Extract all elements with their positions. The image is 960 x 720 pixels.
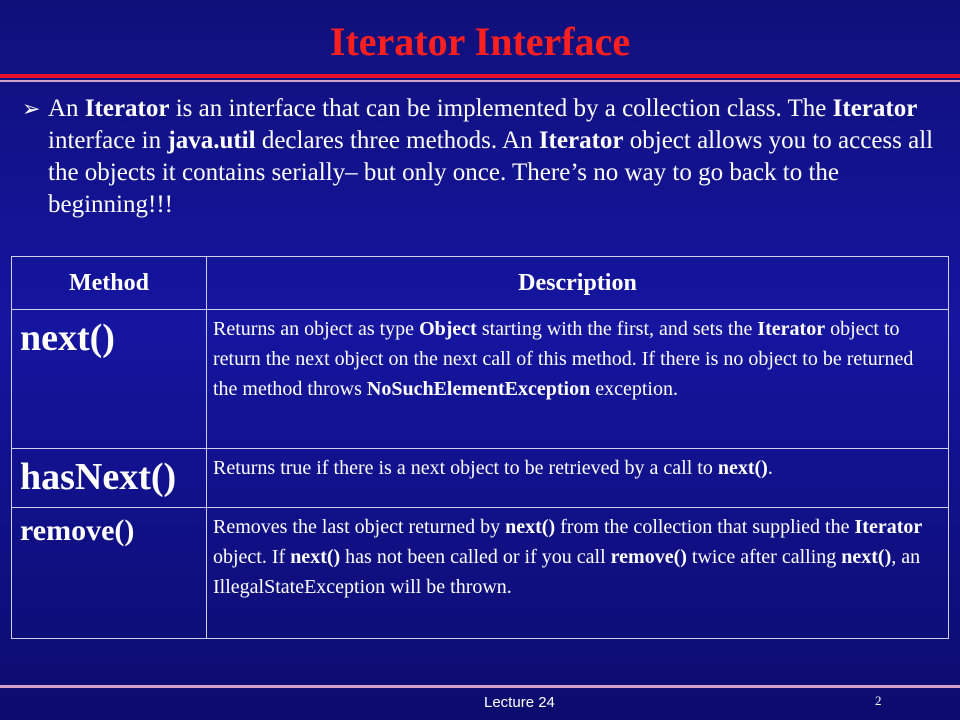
title-divider-secondary [0,80,960,82]
title-divider [0,74,960,78]
method-description-hasnext: Returns true if there is a next object to be retrieved by a call to next(). [207,449,949,508]
header-description: Description [207,257,949,310]
methods-table [11,256,949,639]
table-header-row [12,257,949,310]
method-name-remove: remove() [12,508,207,639]
table-row [12,310,949,449]
method-name-next: next() [12,310,207,449]
bullet-text: An Iterator is an interface that can be implemented by a collection class. The Iterator interface in java.util declares three methods. An Iterator object allows you to access all the objects it contains serially– but only once. There’s no way to go back to the beginning!!! [48,95,934,218]
slide-title: Iterator Interface [329,19,631,64]
table-row [12,449,949,508]
page-number: 2 [875,693,882,708]
arrow-bullet-icon: ➢ [22,96,41,121]
footer-divider [0,685,960,688]
bullet-paragraph [22,93,942,221]
header-method: Method [12,257,207,310]
method-description-next: Returns an object as type Object starting with the first, and sets the Iterator object to return the next object on the next call of this method. If there is no object to be returned the method throws NoSuchElementException exception. [207,310,949,449]
footer-lecture-label: Lecture 24 [484,694,555,711]
table-row [12,508,949,639]
method-description-remove: Removes the last object returned by next() from the collection that supplied the Iterator object. If next() has not been called or if you call remove() twice after calling next(), an IllegalStateException will be thrown. [207,508,949,639]
method-name-hasnext: hasNext() [12,449,207,508]
